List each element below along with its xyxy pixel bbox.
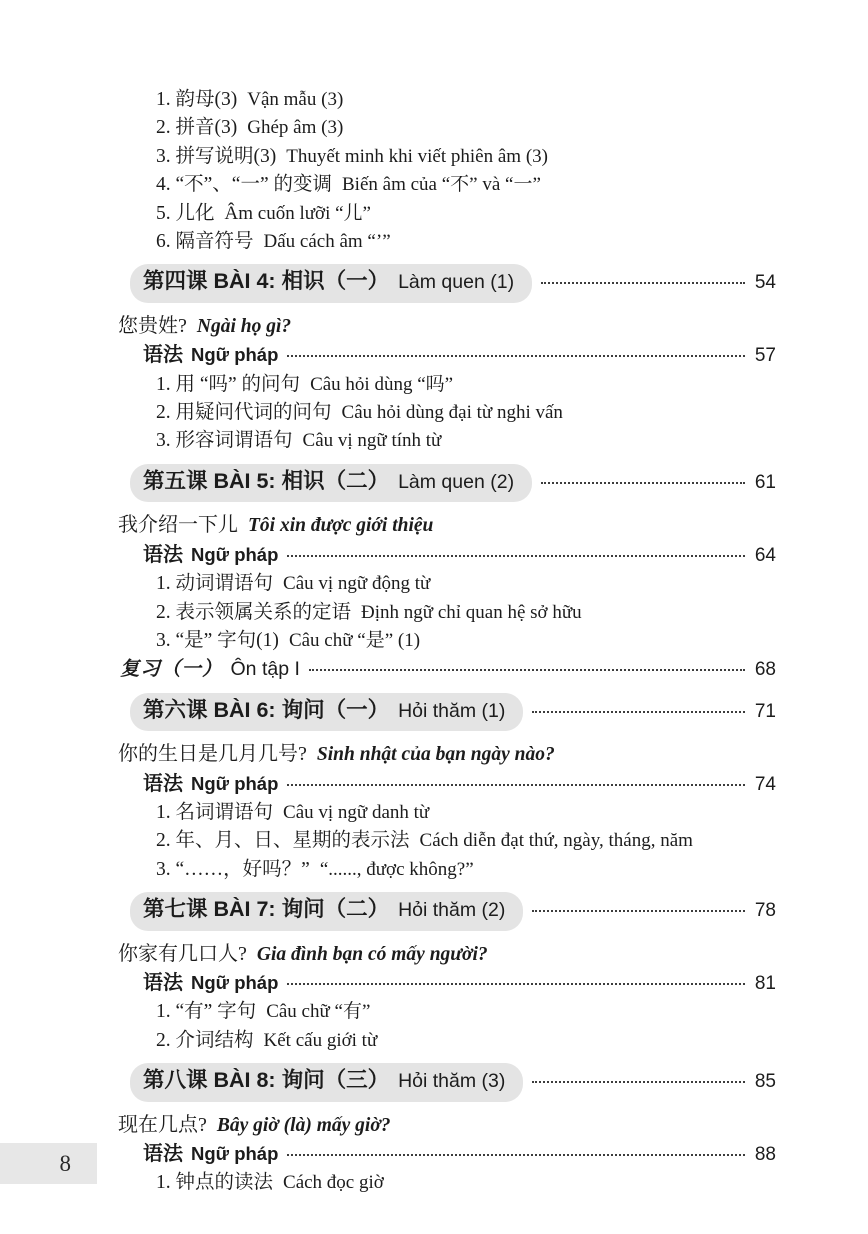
toc-row-sentence xyxy=(118,511,776,540)
entry-text-zh: 语法 xyxy=(143,543,183,566)
entry-text-zh: 2. 拼音(3) xyxy=(156,117,238,139)
entry-text-zh: 语法 xyxy=(143,971,183,994)
toc-page-number: 88 xyxy=(754,1144,776,1165)
lesson-pill xyxy=(130,264,532,302)
toc-row-sentence xyxy=(118,312,776,341)
lesson-title-vi: Hỏi thăm (1) xyxy=(398,699,506,722)
toc-row-header xyxy=(118,693,776,731)
toc-page-number: 57 xyxy=(754,345,776,367)
dot-leader xyxy=(532,711,745,713)
lesson-pill xyxy=(130,1063,523,1101)
entry-text-vi: Câu chữ “是” (1) xyxy=(288,629,421,651)
entry-text-zh: 2. 用疑问代词的问句 xyxy=(156,402,332,424)
entry-text-zh: 语法 xyxy=(143,1143,183,1165)
lesson-title-zh: 第六课 BÀI 6: 询问（一） xyxy=(143,697,390,722)
toc-row-header xyxy=(118,1063,776,1101)
lesson-pill xyxy=(130,464,532,502)
toc-row-item xyxy=(118,856,776,884)
entry-text-zh: 1. 名词谓语句 xyxy=(156,801,274,823)
dot-leader xyxy=(287,555,745,557)
entry-text-zh: 现在几点? xyxy=(118,1113,207,1136)
lesson-title-vi: Hỏi thăm (3) xyxy=(398,1070,506,1093)
entry-text-vi: Định ngữ chỉ quan hệ sở hữu xyxy=(361,601,582,623)
toc-page-number: 78 xyxy=(754,900,776,922)
toc-row-grammar xyxy=(118,541,776,570)
lesson-title-vi: Làm quen (1) xyxy=(398,271,515,294)
entry-text-vi: Cách đọc giờ xyxy=(283,1172,384,1194)
dot-leader xyxy=(287,1154,745,1156)
toc-row-item xyxy=(118,627,776,655)
dot-leader xyxy=(309,669,745,671)
entry-text-vi: Câu chữ “有” xyxy=(266,1001,371,1023)
entry-text-zh: 1. 动词谓语句 xyxy=(156,573,274,595)
entry-text-zh: 2. 年、月、日、星期的表示法 xyxy=(156,830,410,852)
entry-text-vi: Ngữ pháp xyxy=(191,344,279,366)
entry-text-zh: 语法 xyxy=(143,772,183,795)
toc-row-item xyxy=(118,171,776,199)
toc-row-item xyxy=(118,143,776,171)
entry-text-zh: 1. 钟点的读法 xyxy=(156,1172,274,1194)
toc-row-grammar xyxy=(118,770,776,799)
toc-row-grammar xyxy=(118,969,776,998)
lesson-title-zh: 第八课 BÀI 8: 询问（三） xyxy=(143,1068,390,1093)
entry-text-vi: Ngữ pháp xyxy=(191,543,279,565)
toc-row-item xyxy=(118,427,776,455)
dot-leader xyxy=(532,910,745,912)
toc-list xyxy=(118,86,776,1198)
toc-page-number: 85 xyxy=(754,1071,776,1093)
dot-leader xyxy=(287,355,745,357)
entry-text-vi: Câu hỏi dùng đại từ nghi vấn xyxy=(341,402,563,424)
dot-leader xyxy=(287,983,745,985)
toc-page-number: 68 xyxy=(754,659,776,681)
entry-text-vi: “......, được không?” xyxy=(319,858,474,880)
entry-text-vi: Ngữ pháp xyxy=(191,772,279,794)
toc-page-number: 74 xyxy=(754,773,776,795)
entry-text-zh: 3. 拼写说明(3) xyxy=(156,145,277,167)
lesson-title-zh: 第七课 BÀI 7: 询问（二） xyxy=(143,897,390,922)
toc-page-number: 61 xyxy=(754,471,776,493)
entry-text-zh: 4. “不”、“一” 的变调 xyxy=(156,174,332,196)
toc-page-number: 71 xyxy=(754,700,776,722)
entry-text-vi: Dấu cách âm “’” xyxy=(263,231,391,253)
entry-text-vi: Bây giờ (là) mấy giờ? xyxy=(216,1114,391,1136)
lesson-title-zh: 第四课 BÀI 4: 相识（一） xyxy=(143,269,390,294)
toc-row-item xyxy=(118,114,776,142)
lesson-pill xyxy=(130,693,523,731)
footer-page-number xyxy=(0,1143,97,1184)
toc-row-sentence xyxy=(118,740,776,769)
toc-page-number: 54 xyxy=(754,272,776,294)
entry-text-zh: 5. 儿化 xyxy=(156,202,215,224)
entry-text-vi: Cách diễn đạt thứ, ngày, tháng, năm xyxy=(419,830,693,852)
toc-row-item xyxy=(118,399,776,427)
toc-row-item xyxy=(118,599,776,627)
toc-row-sentence xyxy=(118,1111,776,1140)
toc-row-review xyxy=(118,655,776,684)
toc-page-number: 64 xyxy=(754,544,776,566)
entry-text-zh: 你家有几口人? xyxy=(118,942,247,965)
lesson-title-zh: 第五课 BÀI 5: 相识（二） xyxy=(143,468,390,493)
entry-text-zh: 您贵姓? xyxy=(118,314,187,337)
entry-text-vi: Vận mẫu (3) xyxy=(247,89,344,110)
dot-leader xyxy=(541,282,745,284)
entry-text-zh: 3. “……，好吗？” xyxy=(156,858,310,880)
dot-leader xyxy=(532,1081,745,1083)
toc-row-header xyxy=(118,892,776,930)
footer-page-number-label: 8 xyxy=(59,1150,71,1176)
entry-text-vi: Ngữ pháp xyxy=(191,1143,279,1164)
toc-row-item xyxy=(118,228,776,256)
toc-row-item xyxy=(118,799,776,827)
toc-row-item xyxy=(118,570,776,598)
entry-text-vi: Ngài họ gì? xyxy=(196,315,292,337)
toc-row-header xyxy=(118,264,776,302)
entry-text-vi: Sinh nhật của bạn ngày nào? xyxy=(316,744,555,766)
dot-leader xyxy=(287,784,745,786)
entry-text-zh: 3. 形容词谓语句 xyxy=(156,430,293,452)
entry-text-zh: 1. “有” 字句 xyxy=(156,1001,257,1023)
entry-text-vi: Câu hỏi dùng “吗” xyxy=(310,373,454,395)
toc-row-grammar xyxy=(118,1140,776,1169)
toc-row-item xyxy=(118,998,776,1026)
entry-text-zh: 我介绍一下儿 xyxy=(118,514,238,537)
entry-text-zh: 1. 用 “吗” 的问句 xyxy=(156,373,301,395)
entry-text-vi: Ôn tập I xyxy=(230,658,300,681)
entry-text-zh: 6. 隔音符号 xyxy=(156,231,254,253)
entry-text-vi: Câu vị ngữ tính từ xyxy=(302,430,442,452)
lesson-title-vi: Làm quen (2) xyxy=(398,470,515,493)
toc-row-header xyxy=(118,464,776,502)
toc-row-sentence xyxy=(118,940,776,969)
toc-row-item xyxy=(118,371,776,399)
toc-row-item xyxy=(118,1027,776,1055)
toc-row-item xyxy=(118,1169,776,1197)
toc-row-grammar xyxy=(118,341,776,370)
entry-text-vi: Ngữ pháp xyxy=(191,971,279,993)
toc-page-number: 81 xyxy=(754,972,776,994)
toc-row-item xyxy=(118,200,776,228)
entry-text-vi: Thuyết minh khi viết phiên âm (3) xyxy=(286,145,548,167)
entry-text-zh: 语法 xyxy=(143,344,183,367)
entry-text-zh: 你的生日是几月几号? xyxy=(118,743,307,766)
lesson-pill xyxy=(130,892,523,930)
entry-text-vi: Ghép âm (3) xyxy=(247,117,344,139)
entry-text-zh: 3. “是” 字句(1) xyxy=(156,629,279,651)
entry-text-vi: Biến âm của “不” và “一” xyxy=(342,174,541,196)
entry-text-zh: 1. 韵母(3) xyxy=(156,89,238,110)
entry-text-vi: Âm cuốn lưỡi “儿” xyxy=(224,202,371,224)
dot-leader xyxy=(541,482,745,484)
entry-text-zh: 复习（一） xyxy=(120,658,223,681)
entry-text-vi: Câu vị ngữ động từ xyxy=(283,573,431,595)
entry-text-vi: Kết cấu giới từ xyxy=(263,1029,378,1051)
lesson-title-vi: Hỏi thăm (2) xyxy=(398,899,506,922)
entry-text-vi: Câu vị ngữ danh từ xyxy=(283,801,430,823)
entry-text-vi: Tôi xin được giới thiệu xyxy=(248,515,434,537)
toc-row-item xyxy=(118,827,776,855)
entry-text-zh: 2. 介词结构 xyxy=(156,1029,254,1051)
toc-row-item xyxy=(118,86,776,114)
entry-text-vi: Gia đình bạn có mấy người? xyxy=(256,943,488,965)
entry-text-zh: 2. 表示领属关系的定语 xyxy=(156,601,352,623)
